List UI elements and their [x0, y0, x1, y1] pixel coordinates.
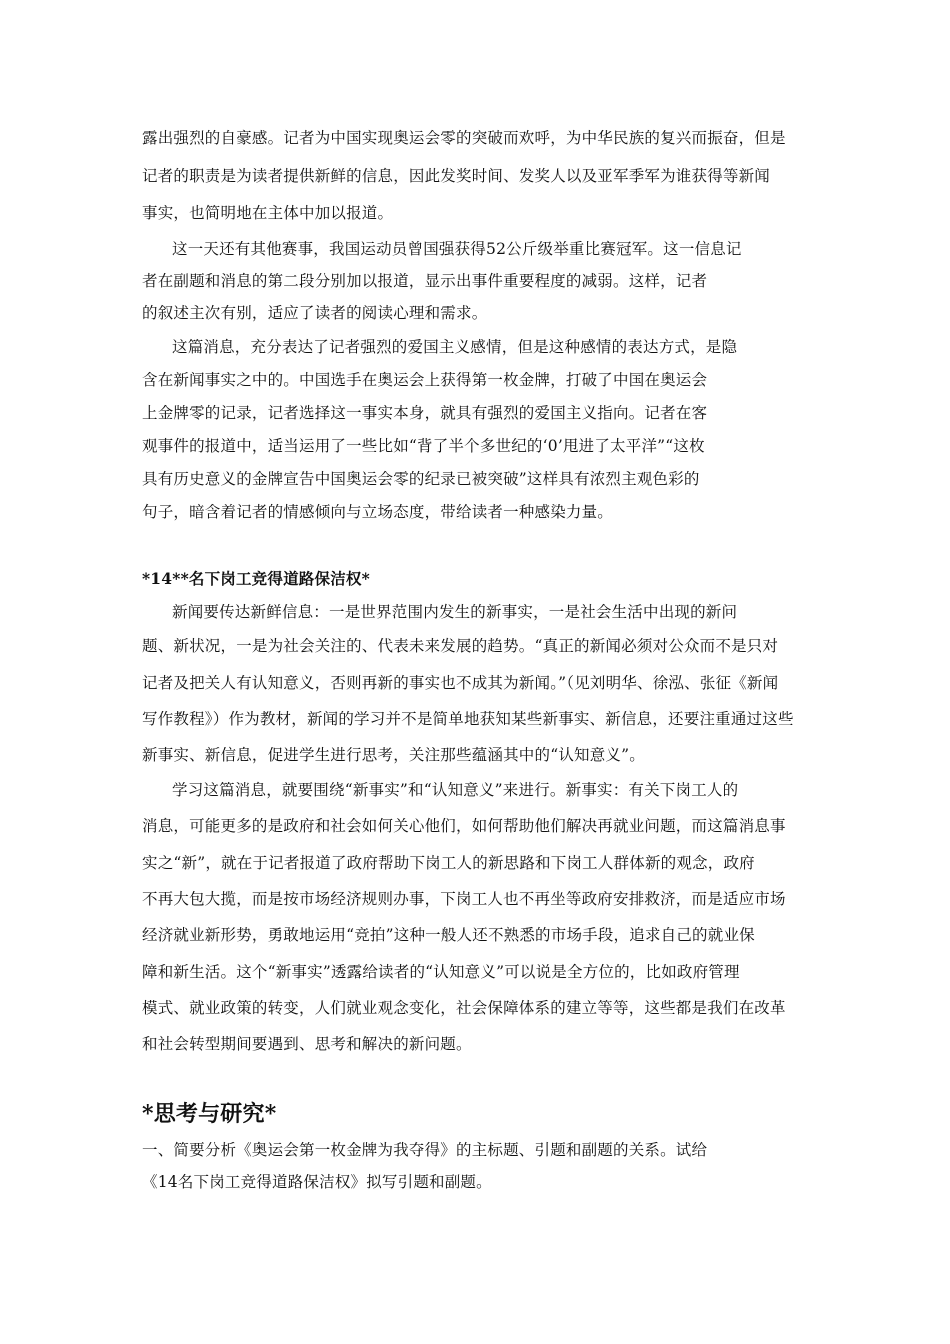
paragraph-2-line-1: 这一天还有其他赛事，我国运动员曾国强获得52公斤级举重比赛冠军。这一信息记: [172, 240, 742, 258]
paragraph-3-line-1: 这篇消息，充分表达了记者强烈的爱国主义感情，但是这种感情的表达方式，是隐: [172, 338, 738, 356]
paragraph-5-line-6: 障和新生活。这个“新事实”透露给读者的“认知意义”可以说是全方位的，比如政府管理: [142, 963, 740, 981]
paragraph-5-line-3: 实之“新”，就在于记者报道了政府帮助下岗工人的新思路和下岗工人群体新的观念，政府: [142, 854, 755, 872]
paragraph-4-line-5: 新事实、新信息，促进学生进行思考，关注那些蕴涵其中的“认知意义”。: [142, 746, 645, 764]
paragraph-3-line-3: 上金牌零的记录，记者选择这一事实本身，就具有强烈的爱国主义指向。记者在客: [142, 404, 708, 422]
paragraph-5-line-8: 和社会转型期间要遇到、思考和解决的新问题。: [142, 1035, 472, 1053]
paragraph-4-line-4: 写作教程》）作为教材，新闻的学习并不是简单地获知某些新事实、新信息，还要注重通过这些: [142, 710, 794, 728]
paragraph-1-line-2: 记者的职责是为读者提供新鲜的信息，因此发奖时间、发奖人以及亚军季军为谁获得等新闻: [142, 167, 771, 185]
section-heading: *14**名下岗工竞得道路保洁权*: [142, 569, 370, 588]
paragraph-3-line-5: 具有历史意义的金牌宣告中国奥运会零的纪录已被突破”这样具有浓烈主观色彩的: [142, 470, 700, 488]
paragraph-5-line-7: 模式、就业政策的转变，人们就业观念变化，社会保障体系的建立等等，这些都是我们在改革: [142, 999, 786, 1017]
paragraph-4-line-3: 记者及把关人有认知意义，否则再新的事实也不成其为新闻。”（见刘明华、徐泓、张征《新闻: [142, 674, 779, 692]
section-heading-2: *思考与研究*: [142, 1101, 277, 1127]
paragraph-2-line-3: 的叙述主次有别，适应了读者的阅读心理和需求。: [142, 304, 488, 322]
paragraph-4-line-1: 新闻要传达新鲜信息：一是世界范围内发生的新事实，一是社会生活中出现的新问: [172, 603, 738, 621]
paragraph-1-line-3: 事实，也简明地在主体中加以报道。: [142, 204, 394, 222]
paragraph-3-line-2: 含在新闻事实之中的。中国选手在奥运会上获得第一枚金牌，打破了中国在奥运会: [142, 371, 708, 389]
paragraph-5-line-2: 消息，可能更多的是政府和社会如何关心他们，如何帮助他们解决再就业问题，而这篇消息事: [142, 817, 786, 835]
paragraph-2-line-2: 者在副题和消息的第二段分别加以报道，显示出事件重要程度的减弱。这样，记者: [142, 272, 708, 290]
question-1-line-2: 《14名下岗工竞得道路保洁权》拟写引题和副题。: [142, 1173, 492, 1191]
paragraph-5-line-4: 不再大包大揽，而是按市场经济规则办事，下岗工人也不再坐等政府安排救济，而是适应市场: [142, 890, 786, 908]
paragraph-5-line-5: 经济就业新形势，勇敢地运用“竞拍”这种一般人还不熟悉的市场手段，追求自己的就业保: [142, 926, 755, 944]
paragraph-4-line-2: 题、新状况，一是为社会关注的、代表未来发展的趋势。“真正的新闻必须对公众而不是只对: [142, 637, 779, 655]
paragraph-5-line-1: 学习这篇消息，就要围绕“新事实”和“认知意义”来进行。新事实：有关下岗工人的: [172, 781, 739, 799]
paragraph-1-line-1: 露出强烈的自豪感。记者为中国实现奥运会零的突破而欢呼，为中华民族的复兴而振奋，但是: [142, 129, 786, 147]
question-1-line-1: 一、简要分析《奥运会第一枚金牌为我夺得》的主标题、引题和副题的关系。试给: [142, 1141, 708, 1159]
paragraph-3-line-6: 句子，暗含着记者的情感倾向与立场态度，带给读者一种感染力量。: [142, 503, 614, 521]
paragraph-3-line-4: 观事件的报道中，适当运用了一些比如“背了半个多世纪的‘0’甩进了太平洋”“这枚: [142, 437, 705, 455]
